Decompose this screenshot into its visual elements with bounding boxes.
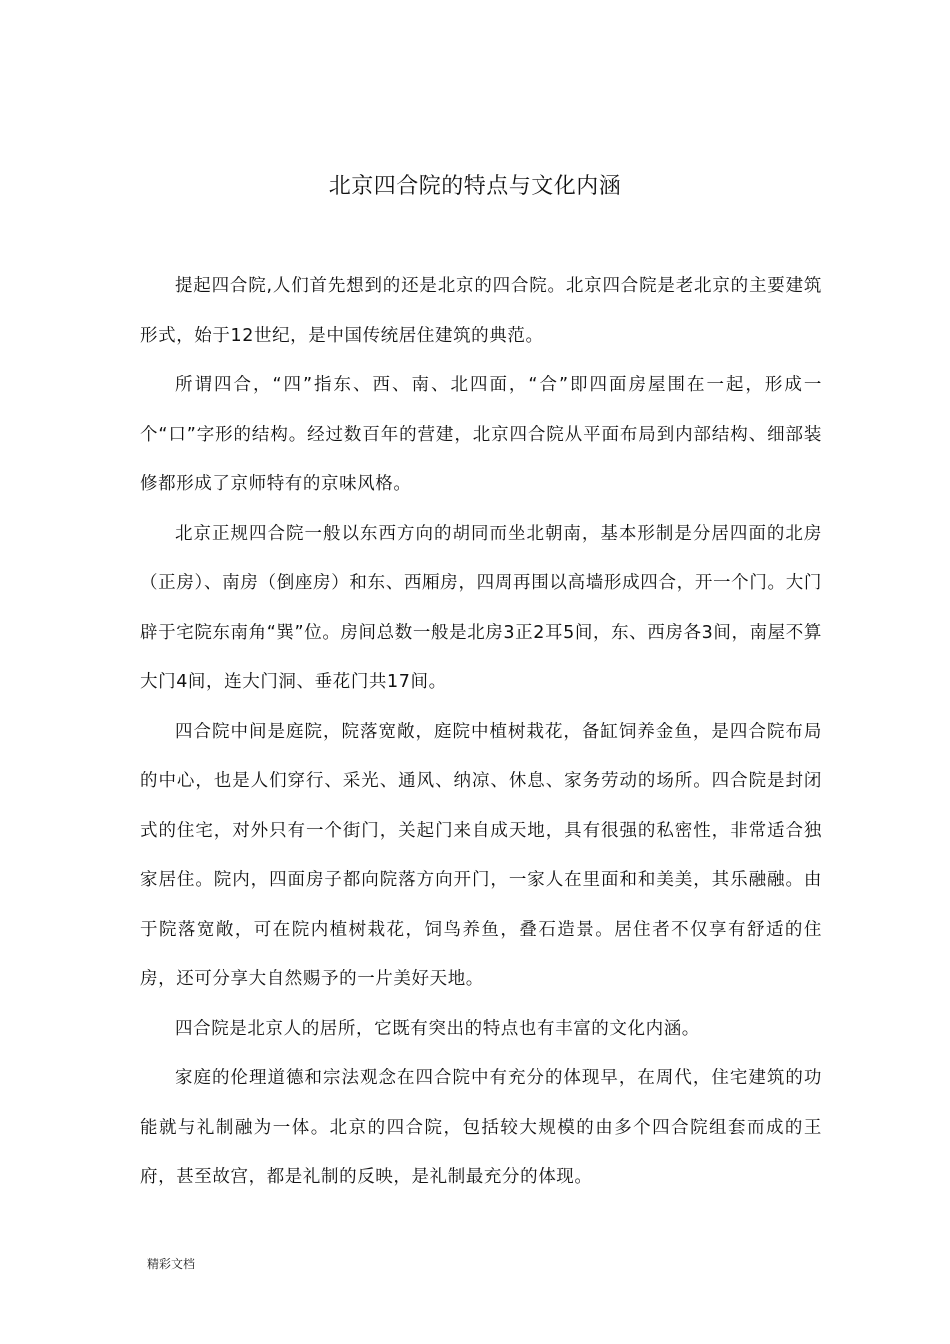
paragraph-intro: 提起四合院,人们首先想到的还是北京的四合院。北京四合院是老北京的主要建筑形式，始于12世纪，是中国传统居住建筑的典范。 <box>140 276 822 346</box>
paragraph-definition: 所谓四合，“四”指东、西、南、北四面，“合”即四面房屋围在一起，形成一个“口”字形的结构。经过数百年的营建，北京四合院从平面布局到内部结构、细部装修都形成了京师特有的京味风格。 <box>140 375 822 494</box>
document-body <box>140 262 822 1203</box>
page-footer: 精彩文档 <box>147 1257 196 1271</box>
paragraph-courtyard: 四合院中间是庭院，院落宽敞，庭院中植树栽花，备缸饲养金鱼，是四合院布局的中心，也是人们穿行、采光、通风、纳凉、休息、家务劳动的场所。四合院是封闭式的住宅，对外只有一个街门，关起门来自成天地，具有很强的私密性，非常适合独家居住。院内，四面房子都向院落方向开门，一家人在里面和和美美，其乐融融。由于院落宽敞，可在院内植树栽花，饲鸟养鱼，叠石造景。居住者不仅享有舒适的住房，还可分享大自然赐予的一片美好天地。 <box>140 721 822 989</box>
paragraph-layout: 北京正规四合院一般以东西方向的胡同而坐北朝南，基本形制是分居四面的北房（正房）、南房（倒座房）和东、西厢房，四周再围以高墙形成四合，开一个门。大门辟于宅院东南角“巽”位。房间总数一般是北房3正2耳5间，东、西房各3间，南屋不算大门4间，连大门洞、垂花门共17间。 <box>140 523 822 692</box>
document-title: 北京四合院的特点与文化内涵 <box>328 174 622 199</box>
paragraph-culture-summary: 四合院是北京人的居所，它既有突出的特点也有丰富的文化内涵。 <box>175 1018 700 1039</box>
paragraph-ethics: 家庭的伦理道德和宗法观念在四合院中有充分的体现早，在周代，住宅建筑的功能就与礼制融为一体。北京的四合院，包括较大规模的由多个四合院组套而成的王府，甚至故宫，都是礼制的反映，是礼制最充分的体现。 <box>140 1068 822 1187</box>
